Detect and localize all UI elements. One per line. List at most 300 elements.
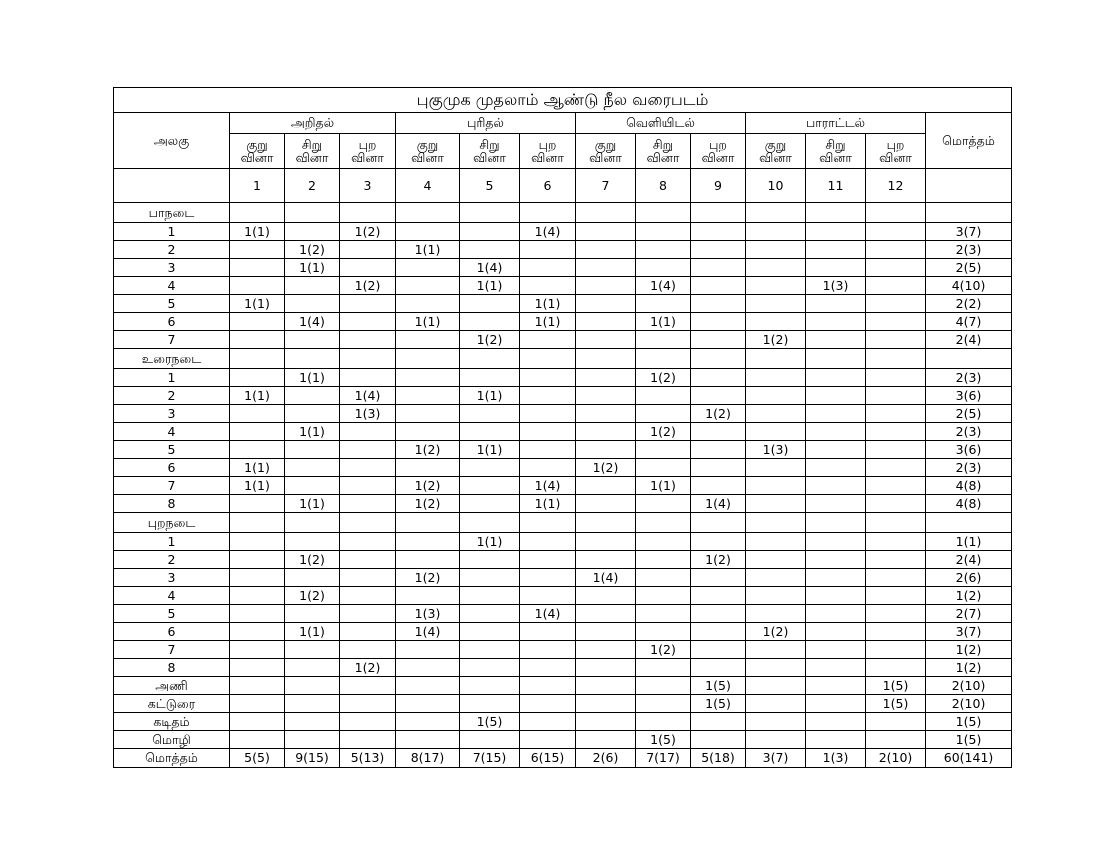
table-cell [636,495,691,513]
table-cell: 1(2) [340,659,396,677]
table-cell [636,203,691,223]
table-cell [866,713,926,731]
column-number: 2 [285,169,340,203]
table-cell [691,241,746,259]
table-cell [636,623,691,641]
table-cell [691,623,746,641]
table-cell [520,203,576,223]
table-cell [520,459,576,477]
table-cell [230,623,285,641]
table-cell [576,495,636,513]
row-total: 2(3) [926,459,1012,477]
question-type-line2: வினா [589,150,622,165]
row-total: 1(5) [926,713,1012,731]
table-cell [806,605,866,623]
column-total: 7(15) [460,749,520,768]
table-cell [866,659,926,677]
table-cell [806,477,866,495]
table-cell [230,259,285,277]
table-cell [396,259,460,277]
table-cell: 1(1) [285,423,340,441]
unit-number: 6 [114,313,230,331]
table-cell [636,551,691,569]
table-cell [926,513,1012,533]
table-cell [230,369,285,387]
table-cell [866,387,926,405]
table-cell [230,331,285,349]
table-cell [636,259,691,277]
table-cell [520,533,576,551]
table-cell: 1(3) [396,605,460,623]
table-cell: 1(1) [396,241,460,259]
row-total: 3(6) [926,387,1012,405]
table-cell [396,533,460,551]
table-row [114,641,1012,659]
table-cell: 1(4) [520,605,576,623]
unit-number: 7 [114,331,230,349]
question-type-header [746,134,806,169]
table-cell [866,423,926,441]
table-cell [396,349,460,369]
table-cell [396,387,460,405]
table-cell [576,241,636,259]
table-cell [460,223,520,241]
question-type-line1: சிறு [301,136,323,152]
table-cell [806,587,866,605]
table-row [114,405,1012,423]
table-row [114,313,1012,331]
table-cell [340,313,396,331]
table-cell [520,659,576,677]
question-type-line2: வினா [531,150,564,165]
table-cell [285,387,340,405]
table-row [114,587,1012,605]
table-cell: 1(1) [460,277,520,295]
group-header: பாராட்டல் [746,113,926,134]
table-body [114,203,1012,768]
table-cell [340,459,396,477]
table-cell: 1(2) [460,331,520,349]
table-cell [806,423,866,441]
table-cell [396,513,460,533]
row-label: கடிதம் [114,713,230,731]
row-label: அணி [114,677,230,695]
table-cell [746,241,806,259]
unit-number: 5 [114,295,230,313]
table-cell [926,349,1012,369]
table-cell [691,731,746,749]
table-cell [636,659,691,677]
table-cell [230,349,285,369]
question-type-header [691,134,746,169]
table-cell [340,423,396,441]
question-type-header [636,134,691,169]
table-cell [396,331,460,349]
table-cell [691,423,746,441]
row-total: 2(3) [926,369,1012,387]
table-title: புகுமுக முதலாம் ஆண்டு நீல வரைபடம் [114,88,1012,113]
blueprint-table [113,87,1012,768]
table-cell [866,259,926,277]
question-type-line1: குறு [594,136,617,152]
table-cell: 1(2) [340,277,396,295]
table-cell [285,331,340,349]
table-cell [866,331,926,349]
table-cell [285,459,340,477]
table-cell [866,551,926,569]
row-total: 1(5) [926,731,1012,749]
row-total: 3(7) [926,223,1012,241]
table-cell [460,605,520,623]
table-cell [691,295,746,313]
table-cell [746,313,806,331]
table-cell: 1(2) [636,641,691,659]
table-cell [576,587,636,605]
table-cell [230,495,285,513]
row-total: 4(8) [926,477,1012,495]
table-cell: 1(1) [460,441,520,459]
question-type-line1: புற [709,136,727,152]
table-cell: 1(3) [746,441,806,459]
table-cell [806,441,866,459]
table-cell [396,423,460,441]
table-cell: 1(1) [285,259,340,277]
table-cell [396,677,460,695]
question-type-header [520,134,576,169]
table-cell [396,713,460,731]
table-cell [576,477,636,495]
unit-number: 6 [114,623,230,641]
table-cell [340,241,396,259]
table-cell [806,623,866,641]
table-row [114,477,1012,495]
table-cell [520,587,576,605]
question-type-line1: குறு [416,136,439,152]
table-cell [576,605,636,623]
table-cell [285,677,340,695]
table-cell: 1(1) [230,387,285,405]
table-cell [636,295,691,313]
table-cell [396,659,460,677]
unit-number: 3 [114,259,230,277]
table-cell: 1(5) [691,695,746,713]
table-cell [576,623,636,641]
table-cell [636,695,691,713]
section-row [114,203,1012,223]
question-type-line1: குறு [764,136,787,152]
table-cell [520,713,576,731]
row-total: 4(8) [926,495,1012,513]
table-cell [866,533,926,551]
question-type-header [396,134,460,169]
column-number: 11 [806,169,866,203]
unit-number: 7 [114,641,230,659]
column-total: 5(18) [691,749,746,768]
table-cell [691,477,746,495]
table-cell [396,277,460,295]
column-total: 9(15) [285,749,340,768]
question-type-line1: சிறு [652,136,674,152]
table-cell: 1(1) [396,313,460,331]
table-cell [746,551,806,569]
column-total: 2(6) [576,749,636,768]
table-cell: 1(1) [230,223,285,241]
table-cell [285,641,340,659]
table-cell [520,641,576,659]
table-cell [340,605,396,623]
table-cell [576,405,636,423]
table-cell [866,223,926,241]
table-cell [746,369,806,387]
table-cell [230,713,285,731]
table-cell [396,695,460,713]
table-row [114,659,1012,677]
table-cell [806,459,866,477]
column-number: 7 [576,169,636,203]
table-row [114,459,1012,477]
section-row [114,513,1012,533]
table-cell [746,587,806,605]
table-cell [340,677,396,695]
table-cell [806,495,866,513]
table-cell [691,387,746,405]
table-cell [460,551,520,569]
unit-number: 2 [114,241,230,259]
table-cell: 1(1) [230,295,285,313]
table-cell: 1(5) [460,713,520,731]
column-total: 1(3) [806,749,866,768]
table-cell [285,731,340,749]
question-type-line2: வினா [701,150,735,165]
table-cell [285,659,340,677]
column-total: 7(17) [636,749,691,768]
unit-number: 2 [114,551,230,569]
question-type-header [460,134,520,169]
table-cell [806,551,866,569]
table-cell [746,641,806,659]
table-cell [230,731,285,749]
table-cell [691,223,746,241]
table-cell [285,513,340,533]
table-cell: 1(5) [691,677,746,695]
row-label: மொழி [114,731,230,749]
table-cell: 1(4) [520,477,576,495]
table-cell [806,659,866,677]
question-type-row [114,134,1012,169]
question-type-line1: சிறு [825,136,846,152]
table-cell: 1(5) [866,677,926,695]
table-cell: 1(2) [576,459,636,477]
table-cell [746,203,806,223]
table-cell [691,569,746,587]
table-cell: 1(2) [396,477,460,495]
table-cell: 1(4) [520,223,576,241]
table-cell [576,695,636,713]
table-cell [866,349,926,369]
table-cell [576,295,636,313]
table-cell [396,459,460,477]
question-type-line2: வினா [759,150,792,165]
table-cell [806,241,866,259]
table-cell [576,533,636,551]
table-cell [866,459,926,477]
table-cell [285,203,340,223]
table-cell [520,369,576,387]
table-cell [460,405,520,423]
table-cell [866,477,926,495]
table-cell [460,313,520,331]
table-cell [806,387,866,405]
table-cell [396,295,460,313]
table-cell [806,405,866,423]
table-row [114,331,1012,349]
table-cell [576,659,636,677]
table-cell [285,605,340,623]
table-cell [866,569,926,587]
table-cell [285,405,340,423]
table-cell [576,277,636,295]
table-row [114,731,1012,749]
unit-number: 3 [114,569,230,587]
table-cell [806,349,866,369]
table-cell [691,369,746,387]
table-row [114,423,1012,441]
table-cell: 1(1) [520,313,576,331]
table-cell: 1(5) [866,695,926,713]
column-number-blank [926,169,1012,203]
table-cell [806,203,866,223]
table-cell: 1(1) [230,459,285,477]
table-cell [396,223,460,241]
table-cell [806,641,866,659]
table-row [114,533,1012,551]
table-cell: 1(2) [636,423,691,441]
row-total: 2(2) [926,295,1012,313]
row-label: கட்டுரை [114,695,230,713]
table-cell [576,441,636,459]
table-cell [576,223,636,241]
table-cell [520,695,576,713]
column-total: 2(10) [866,749,926,768]
table-cell [230,677,285,695]
table-cell [230,277,285,295]
table-cell [230,513,285,533]
table-cell [576,551,636,569]
table-cell: 1(1) [636,477,691,495]
table-cell [340,331,396,349]
row-total: 1(2) [926,641,1012,659]
table-cell [636,533,691,551]
row-total: 2(5) [926,405,1012,423]
table-cell [691,713,746,731]
table-cell [396,731,460,749]
table-cell: 1(2) [285,551,340,569]
row-total: 2(10) [926,695,1012,713]
column-number: 3 [340,169,396,203]
table-row [114,569,1012,587]
table-row [114,369,1012,387]
table-cell [520,241,576,259]
table-cell [576,387,636,405]
table-cell [340,587,396,605]
table-cell [396,641,460,659]
table-cell [340,495,396,513]
table-cell [806,533,866,551]
unit-number: 5 [114,441,230,459]
column-number: 6 [520,169,576,203]
table-cell: 1(2) [636,369,691,387]
table-row [114,695,1012,713]
table-cell [746,569,806,587]
table-cell: 1(2) [746,331,806,349]
table-cell [746,405,806,423]
table-cell [340,259,396,277]
table-cell [806,713,866,731]
table-row [114,259,1012,277]
table-cell [460,695,520,713]
table-cell [576,349,636,369]
table-cell [746,659,806,677]
table-cell [230,569,285,587]
unit-number: 8 [114,495,230,513]
group-header-row [114,113,1012,134]
table-cell [230,551,285,569]
table-cell [746,477,806,495]
table-cell: 1(1) [460,387,520,405]
table-row [114,441,1012,459]
table-cell [866,513,926,533]
table-row [114,677,1012,695]
table-cell [340,551,396,569]
question-type-header [806,134,866,169]
table-cell [746,495,806,513]
table-cell [866,441,926,459]
table-cell [520,677,576,695]
table-cell [520,569,576,587]
section-label: பாநடை [114,203,230,223]
section-row [114,349,1012,369]
table-row [114,387,1012,405]
table-cell [460,295,520,313]
grand-total: 60(141) [926,749,1012,768]
table-cell [396,551,460,569]
table-cell [691,313,746,331]
question-type-header [230,134,285,169]
table-cell [285,349,340,369]
table-cell [230,587,285,605]
question-type-header [576,134,636,169]
table-cell [636,387,691,405]
table-cell: 1(2) [396,495,460,513]
table-cell [636,241,691,259]
table-cell [460,203,520,223]
table-cell [806,513,866,533]
row-total: 2(6) [926,569,1012,587]
row-total: 2(3) [926,241,1012,259]
table-cell [866,241,926,259]
question-type-header [285,134,340,169]
table-row [114,605,1012,623]
table-cell [460,423,520,441]
table-cell: 1(2) [285,241,340,259]
question-type-line2: வினா [473,150,506,165]
table-cell [866,587,926,605]
unit-number: 2 [114,387,230,405]
column-number: 12 [866,169,926,203]
table-cell [460,659,520,677]
table-cell [460,369,520,387]
table-cell [340,369,396,387]
